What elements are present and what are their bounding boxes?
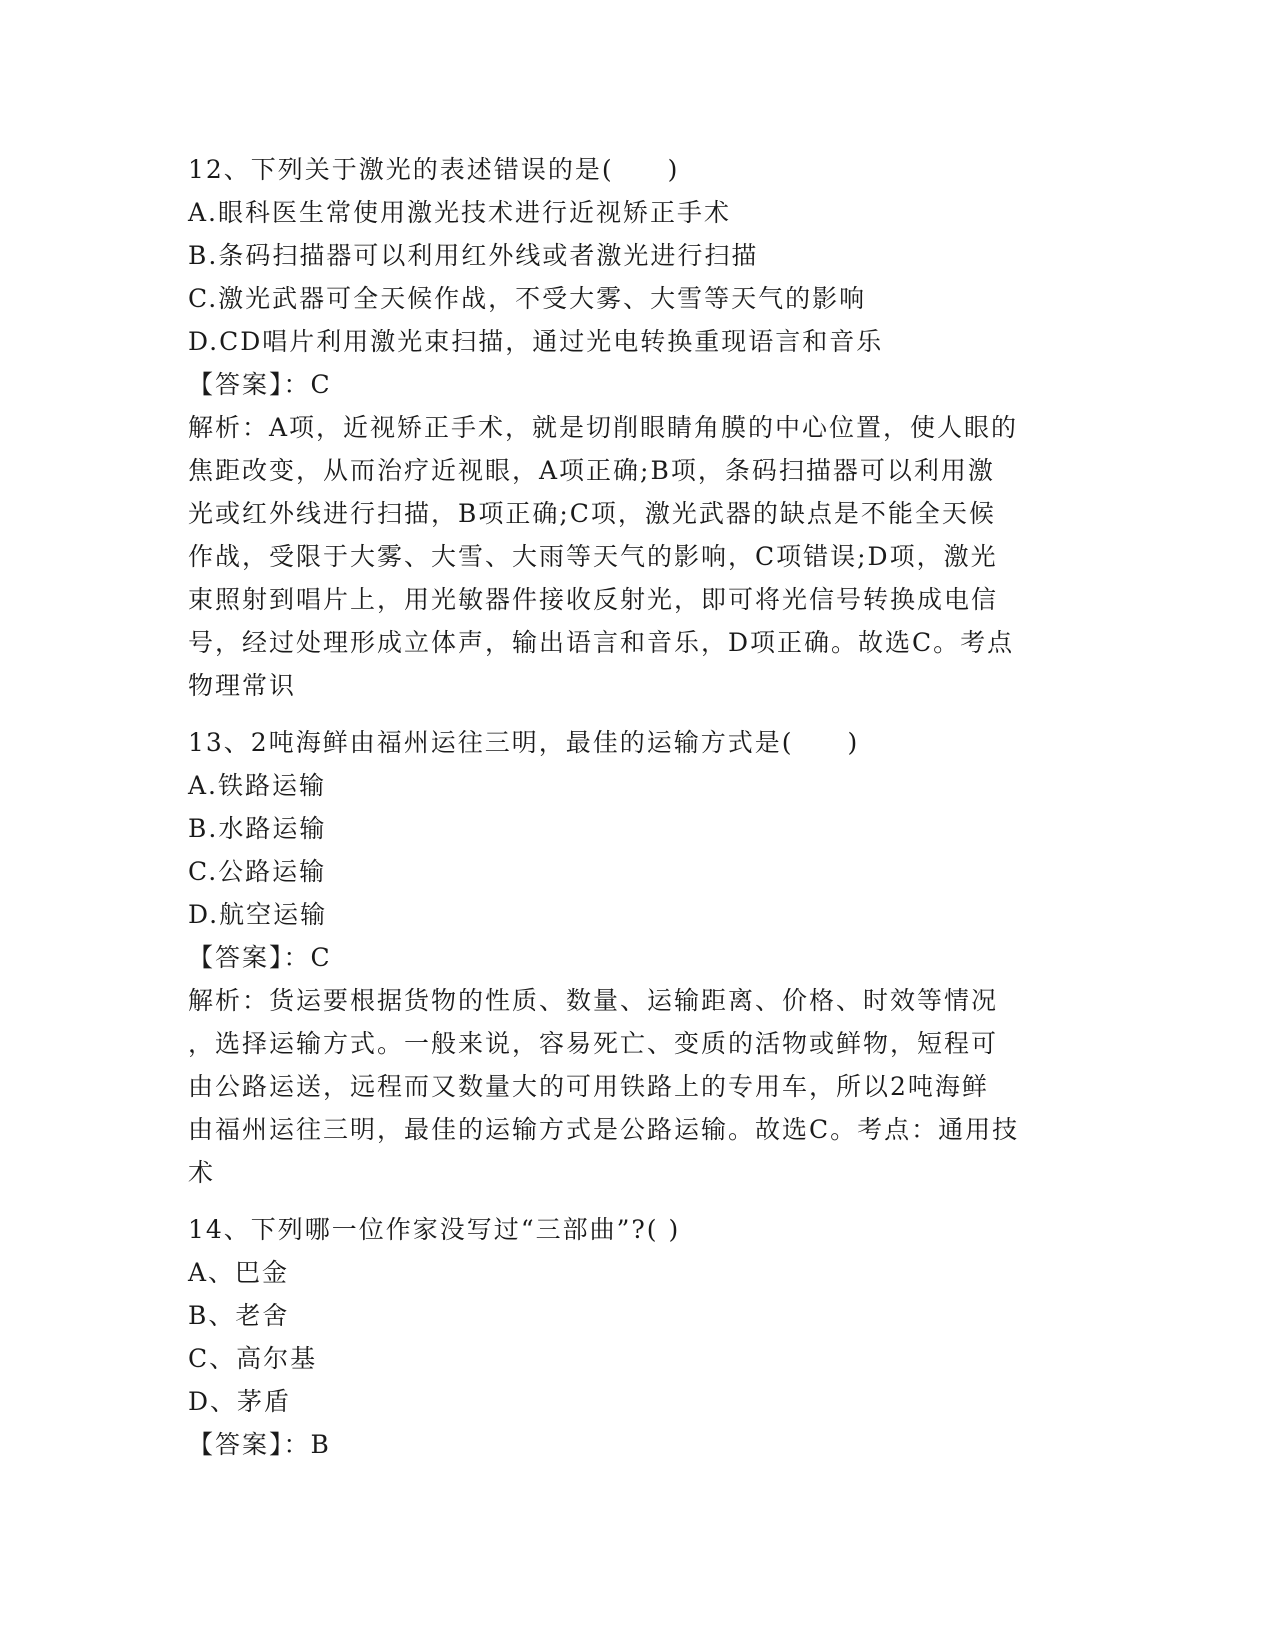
option-a: A.铁路运输 [188,771,327,800]
option-d: D.CD唱片利用激光束扫描，通过光电转换重现语言和音乐 [188,327,884,356]
analysis-line: 术 [188,1158,216,1187]
analysis-line: 物理常识 [188,671,297,700]
analysis-line: 束照射到唱片上，用光敏器件接收反射光，即可将光信号转换成电信 [188,585,999,614]
document-page [188,148,1088,1466]
analysis-line: 解析：A项，近视矫正手术，就是切削眼睛角膜的中心位置，使人眼的 [188,413,1019,442]
option-d: D、茅盾 [188,1387,292,1416]
option-c: C、高尔基 [188,1344,318,1373]
analysis-line: 由福州运往三明，最佳的运输方式是公路运输。故选C。考点：通用技 [188,1115,1020,1144]
analysis-line: 焦距改变，从而治疗近视眼，A项正确;B项，条码扫描器可以利用激 [188,456,995,485]
analysis-line: 光或红外线进行扫描，B项正确;C项，激光武器的缺点是不能全天候 [188,499,996,528]
answer: 【答案】：C [188,943,332,972]
answer: 【答案】：C [188,370,332,399]
question-13 [188,721,1088,1194]
question-stem: 14、下列哪一位作家没写过“三部曲”?( ) [188,1215,681,1244]
option-b: B.条码扫描器可以利用红外线或者激光进行扫描 [188,241,759,270]
analysis-line: 由公路运送，远程而又数量大的可用铁路上的专用车，所以2吨海鲜 [188,1072,989,1101]
analysis [188,979,1088,1194]
option-d: D.航空运输 [188,900,328,929]
analysis [188,406,1088,707]
spacer [188,1194,1088,1208]
question-12 [188,148,1088,707]
option-a: A.眼科医生常使用激光技术进行近视矫正手术 [188,198,732,227]
analysis-line: 号，经过处理形成立体声，输出语言和音乐，D项正确。故选C。考点 [188,628,1015,657]
analysis-line: ，选择运输方式。一般来说，容易死亡、变质的活物或鲜物，短程可 [188,1029,999,1058]
option-c: C.公路运输 [188,857,327,886]
answer: 【答案】：B [188,1430,331,1459]
question-stem: 13、2吨海鲜由福州运往三明，最佳的运输方式是( ) [188,728,860,757]
option-c: C.激光武器可全天候作战，不受大雾、大雪等天气的影响 [188,284,867,313]
spacer [188,707,1088,721]
option-a: A、巴金 [188,1258,290,1287]
analysis-line: 解析：货运要根据货物的性质、数量、运输距离、价格、时效等情况 [188,986,999,1015]
analysis-line: 作战，受限于大雾、大雪、大雨等天气的影响，C项错误;D项，激光 [188,542,998,571]
question-stem: 12、下列关于激光的表述错误的是( ) [188,155,680,184]
question-14 [188,1208,1088,1466]
option-b: B、老舍 [188,1301,290,1330]
option-b: B.水路运输 [188,814,327,843]
